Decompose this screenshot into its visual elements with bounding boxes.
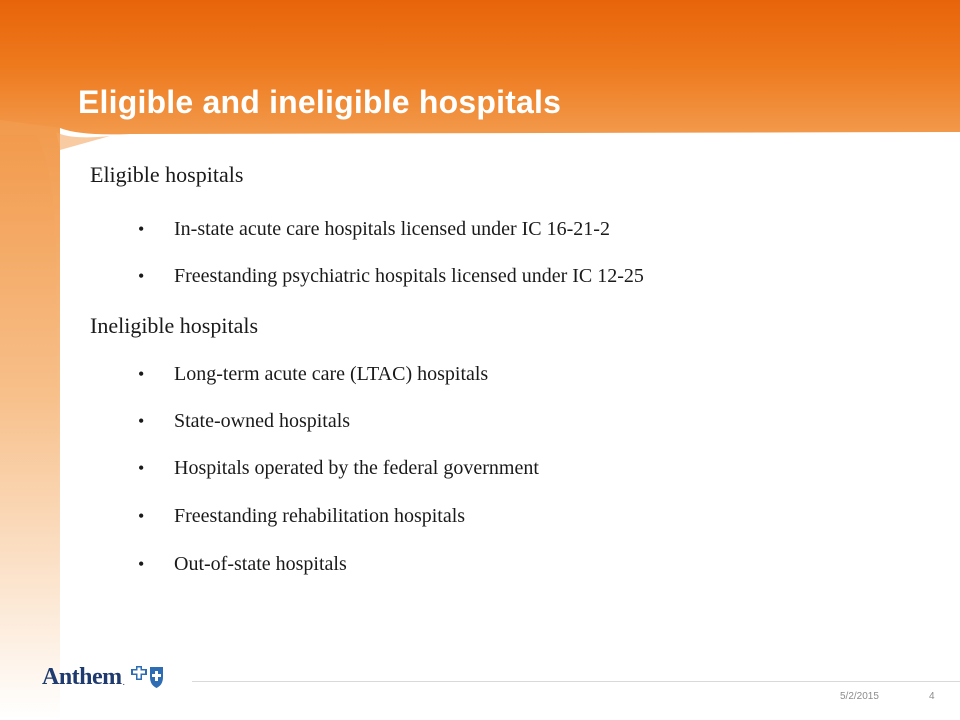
bullet-icon: • — [138, 266, 145, 286]
section-heading-ineligible: Ineligible hospitals — [90, 313, 259, 338]
slide-title: Eligible and ineligible hospitals — [78, 84, 562, 120]
logo-dot: . — [122, 676, 125, 687]
list-item: • State-owned hospitals — [138, 410, 351, 432]
list-item: • Long-term acute care (LTAC) hospitals — [138, 363, 489, 385]
section-heading-eligible: Eligible hospitals — [90, 162, 244, 187]
logo-wordmark: Anthem — [42, 664, 122, 690]
bullet-icon: • — [138, 506, 145, 526]
anthem-logo — [42, 664, 166, 691]
list-item: • Freestanding psychiatric hospitals licensed under IC 12-25 — [138, 265, 644, 287]
blue-cross-blue-shield-icon — [128, 665, 166, 691]
list-item: • Out-of-state hospitals — [138, 553, 347, 575]
list-item: • In-state acute care hospitals licensed under IC 16-21-2 — [138, 218, 610, 240]
footer-date: 5/2/2015 — [840, 691, 879, 702]
footer-divider — [192, 681, 960, 682]
bullet-icon: • — [138, 554, 145, 574]
bullet-icon: • — [138, 458, 145, 478]
list-item: • Freestanding rehabilitation hospitals — [138, 505, 466, 527]
bullet-icon: • — [138, 411, 145, 431]
list-item: • Hospitals operated by the federal government — [138, 457, 539, 479]
bullet-icon: • — [138, 364, 145, 384]
page-number: 4 — [929, 691, 935, 702]
bullet-icon: • — [138, 219, 145, 239]
